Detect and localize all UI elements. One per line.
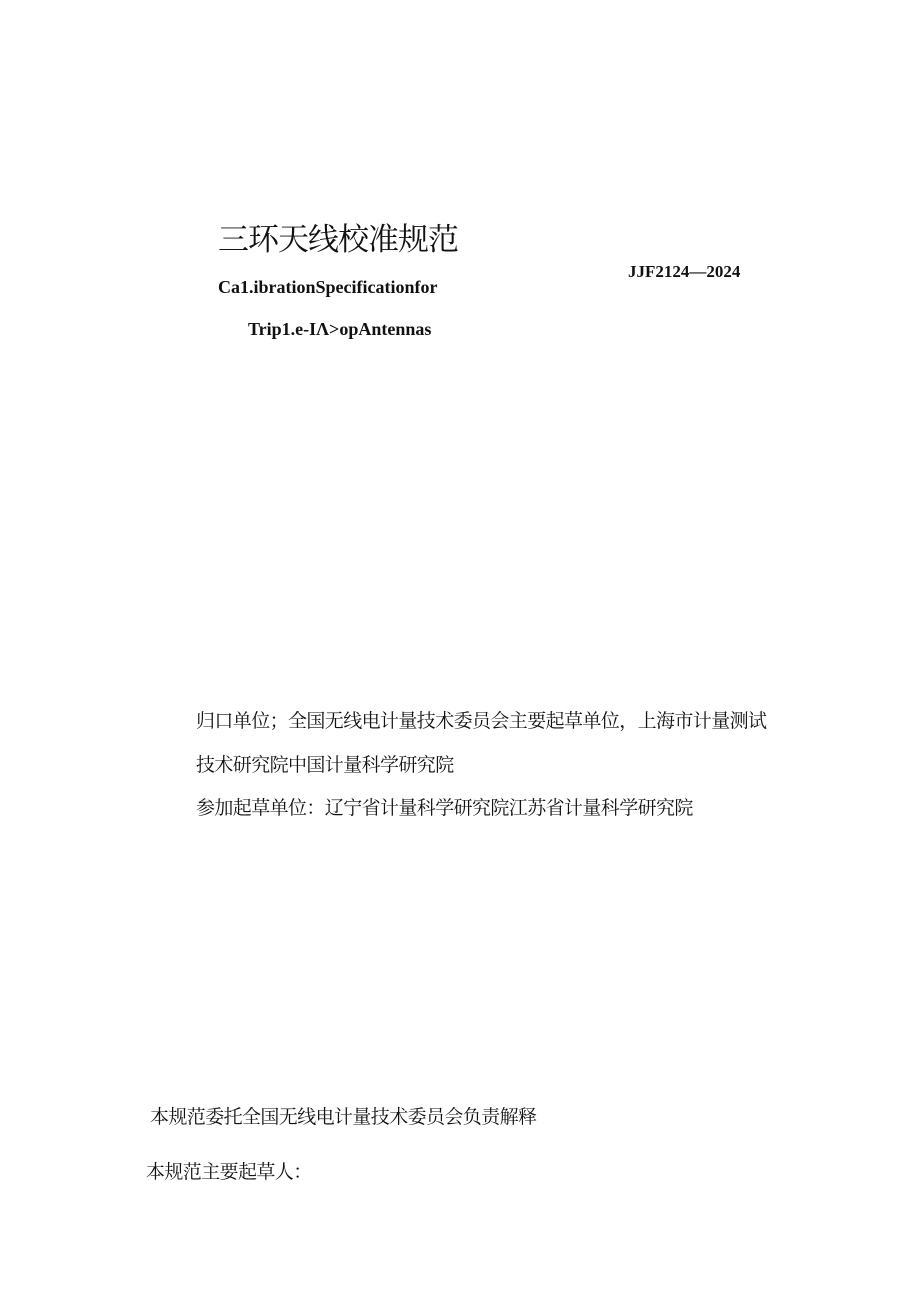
responsible-and-drafting-units: 归口单位；全国无线电计量技术委员会主要起草单位，上海市计量测试 [196,710,767,732]
main-drafters-label: 本规范主要起草人： [146,1161,312,1183]
drafting-units-continued: 技术研究院中国计量科学研究院 [196,754,454,776]
document-title-english-line1: Ca1.ibrationSpecificationfor [218,277,438,297]
standard-number: JJF2124—2024 [628,262,741,281]
document-title-chinese: 三环天线校准规范 [218,222,458,258]
document-title-english-line2: Trip1.e-IΛ>opAntennas [248,319,432,339]
interpretation-note: 本规范委托全国无线电计量技术委员会负责解释 [150,1106,537,1128]
participating-drafting-units: 参加起草单位：辽宁省计量科学研究院江苏省计量科学研究院 [196,797,693,819]
